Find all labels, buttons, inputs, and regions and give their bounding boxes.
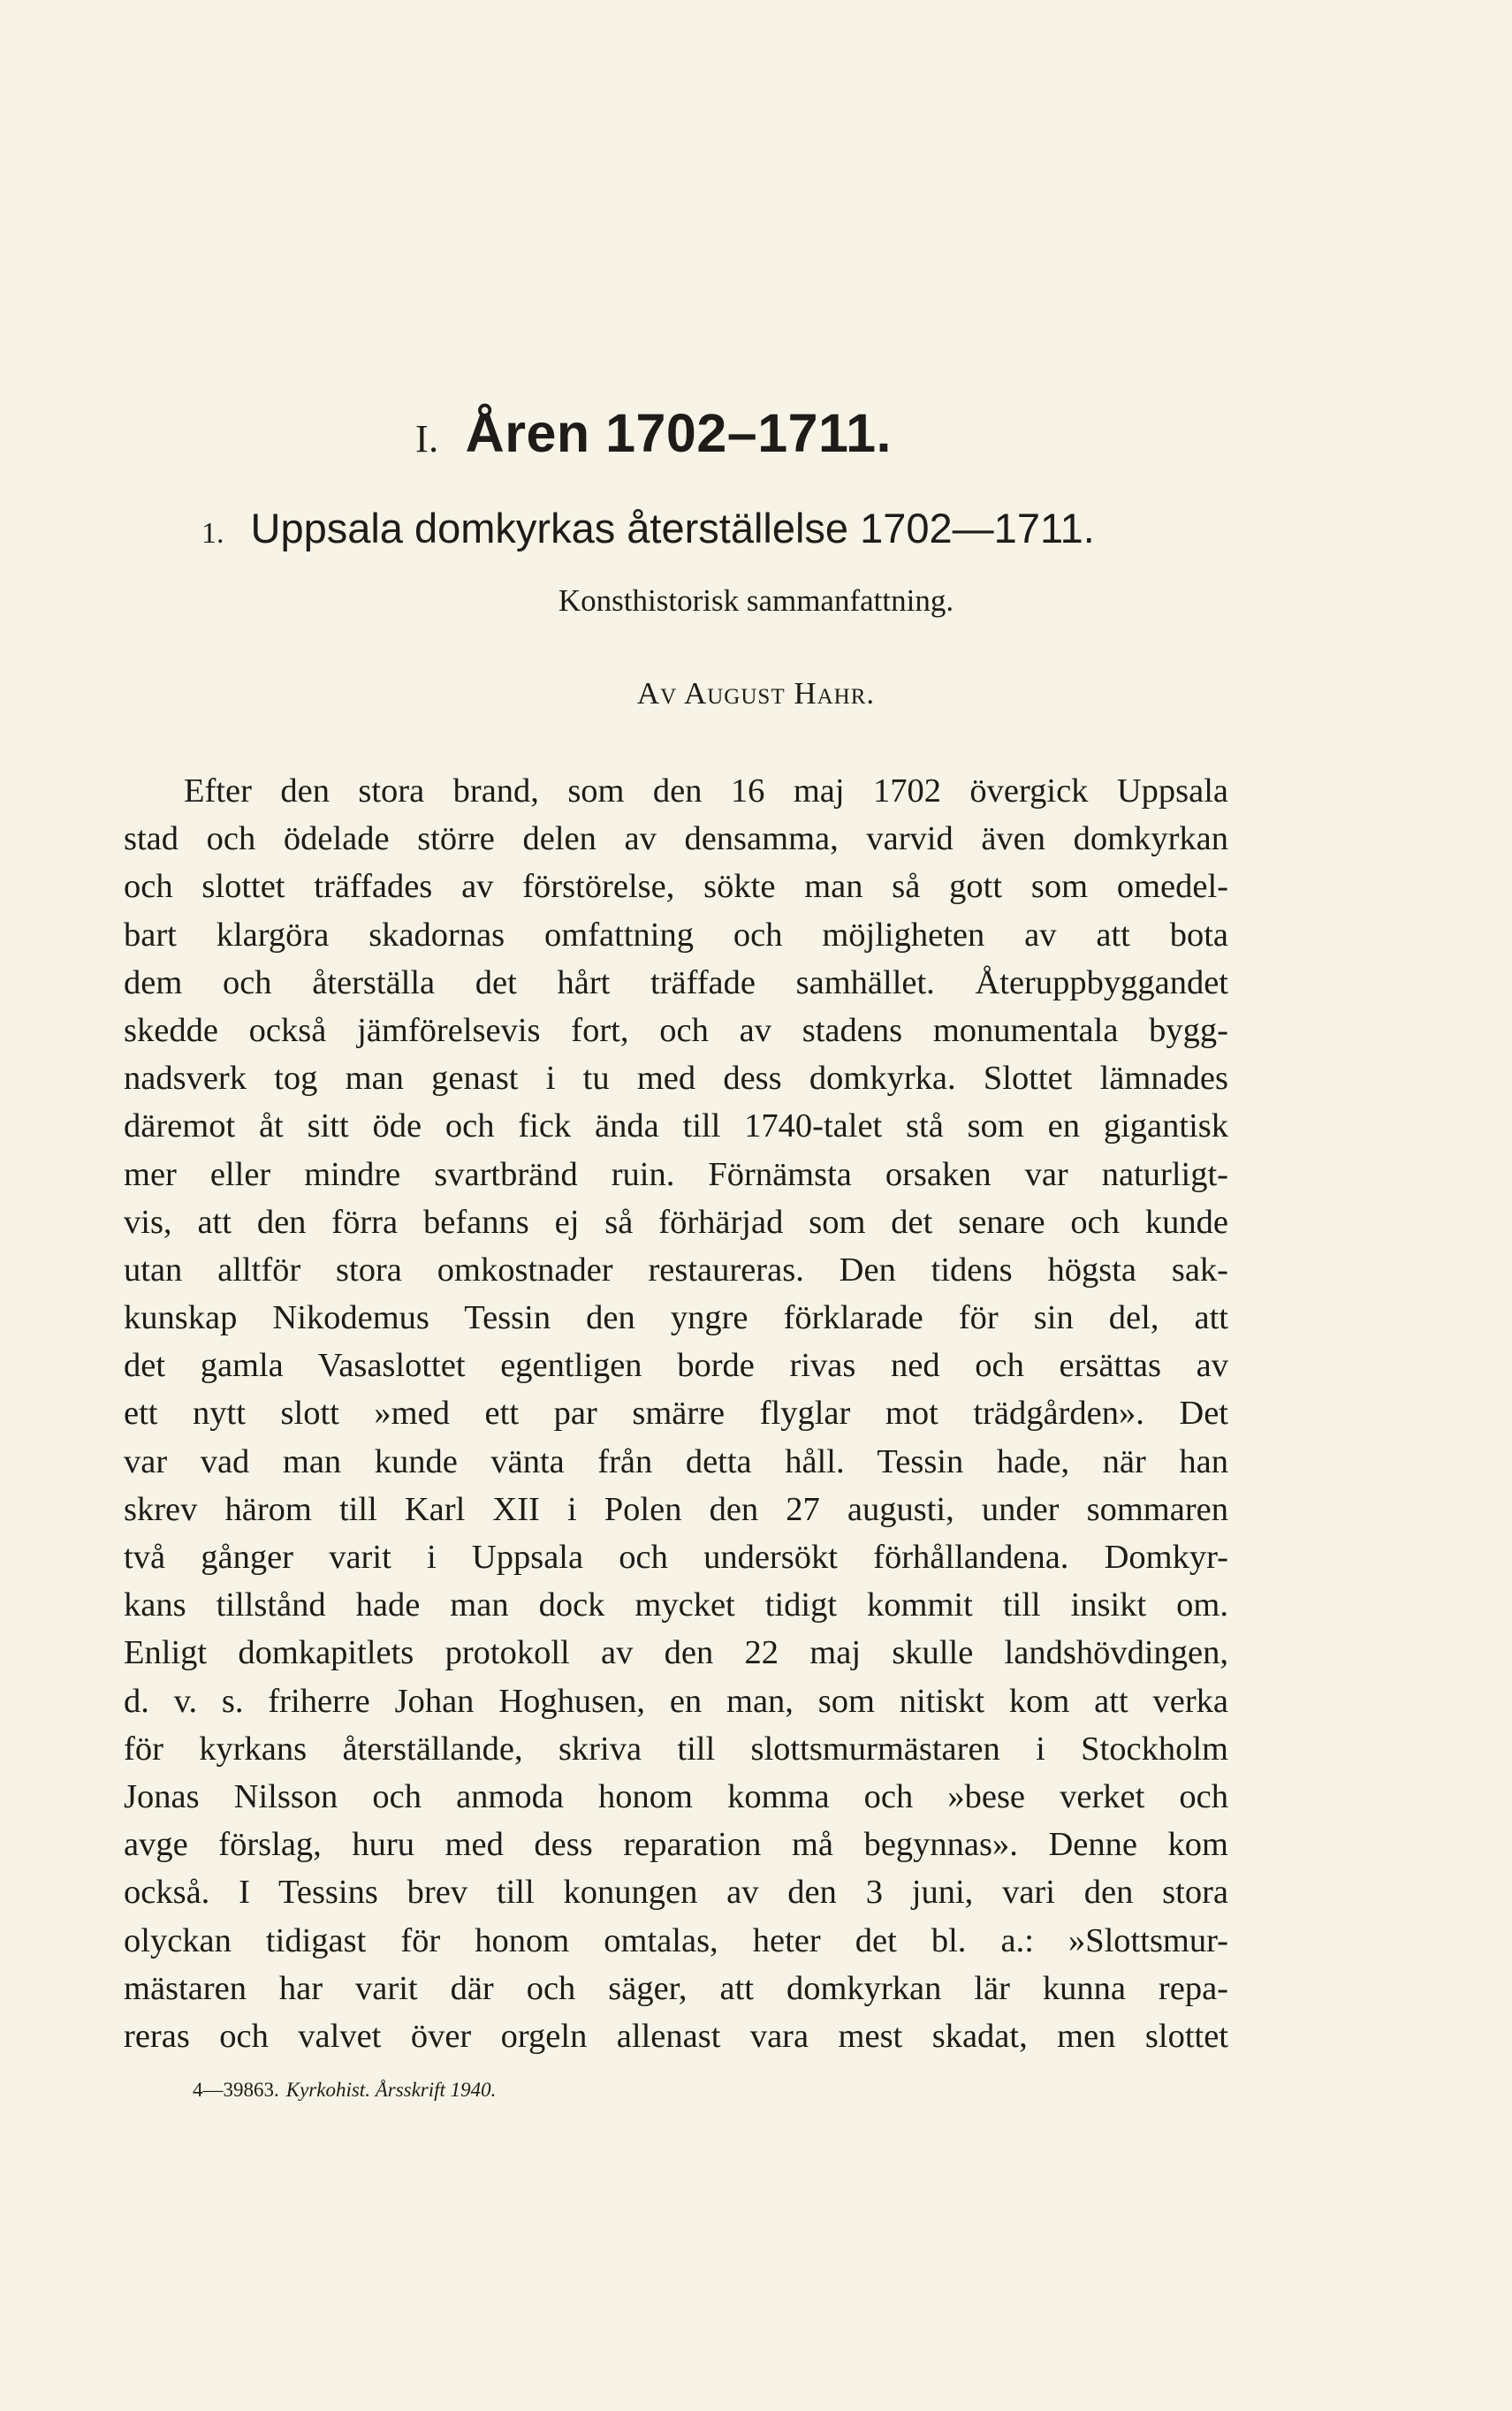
body-line: Efter den stora brand, som den 16 maj 1702 övergick Uppsala <box>184 772 1228 810</box>
body-line: mästaren har varit där och säger, att domkyrkan lär kunna repa- <box>124 1969 1228 2007</box>
body-line: bart klargöra skadornas omfattning och möjligheten av att bota <box>124 916 1228 954</box>
body-line: utan alltför stora omkostnader restaureras. Den tidens högsta sak- <box>124 1251 1228 1289</box>
body-line: nadsverk tog man genast i tu med dess domkyrka. Slottet lämnades <box>124 1060 1228 1098</box>
body-line: Enligt domkapitlets protokoll av den 22 maj skulle landshövdingen, <box>124 1634 1228 1672</box>
chapter-heading <box>0 402 1512 464</box>
body-line: mer eller mindre svartbränd ruin. Förnämsta orsaken var naturligt- <box>124 1155 1228 1193</box>
body-line: kans tillstånd hade man dock mycket tidigt kommit till insikt om. <box>124 1586 1228 1624</box>
body-line: vis, att den förra befanns ej så förhärjad som det senare och kunde <box>124 1203 1228 1241</box>
body-line: d. v. s. friherre Johan Hoghusen, en man, som nitiskt kom att verka <box>124 1682 1228 1720</box>
section-heading <box>0 504 1512 552</box>
section-number: 1. <box>201 517 224 550</box>
body-line: och slottet träffades av förstörelse, sökte man så gott som omedel- <box>124 868 1228 906</box>
body-line: det gamla Vasaslottet egentligen borde rivas ned och ersättas av <box>124 1347 1228 1385</box>
section-title: Uppsala domkyrkas återställelse 1702—1711. <box>250 505 1095 551</box>
body-line: skrev härom till Karl XII i Polen den 27 augusti, under sommaren <box>124 1490 1228 1528</box>
body-line: stad och ödelade större delen av densamma, varvid även domkyrkan <box>124 820 1228 858</box>
body-line: kunskap Nikodemus Tessin den yngre förklarade för sin del, att <box>124 1299 1228 1337</box>
body-line: Jonas Nilsson och anmoda honom komma och »bese verket och <box>124 1777 1228 1815</box>
subtitle: Konsthistorisk sammanfattning. <box>558 583 954 618</box>
body-line: för kyrkans återställande, skriva till slottsmurmästaren i Stockholm <box>124 1730 1228 1768</box>
body-line: reras och valvet över orgeln allenast vara mest skadat, men slottet <box>124 2017 1228 2055</box>
body-line: två gånger varit i Uppsala och undersökt förhållandena. Domkyr- <box>124 1539 1228 1576</box>
body-text <box>124 767 1228 2060</box>
page-footer <box>193 2079 496 2102</box>
body-line: avge förslag, huru med dess reparation må begynnas». Denne kom <box>124 1826 1228 1864</box>
body-line: ett nytt slott »med ett par smärre flyglar mot trädgården». Det <box>124 1395 1228 1433</box>
body-line: skedde också jämförelsevis fort, och av stadens monumentala bygg- <box>124 1011 1228 1049</box>
body-line: däremot åt sitt öde och fick ända till 1740-talet stå som en gigantisk <box>124 1107 1228 1145</box>
body-line: olyckan tidigast för honom omtalas, heter det bl. a.: »Slottsmur- <box>124 1921 1228 1959</box>
chapter-number: I. <box>415 417 439 460</box>
printer-signature: 4—39863. <box>193 2079 279 2101</box>
chapter-title: Åren 1702–1711. <box>465 403 892 463</box>
body-line: också. I Tessins brev till konungen av den 3 juni, vari den stora <box>124 1874 1228 1912</box>
journal-reference: Kyrkohist. Årsskrift 1940. <box>285 2079 497 2101</box>
body-line: dem och återställa det hårt träffade samhället. Återuppbyggandet <box>124 963 1228 1001</box>
author-byline: Av August Hahr. <box>636 676 876 711</box>
body-line: var vad man kunde vänta från detta håll. Tessin hade, när han <box>124 1442 1228 1480</box>
